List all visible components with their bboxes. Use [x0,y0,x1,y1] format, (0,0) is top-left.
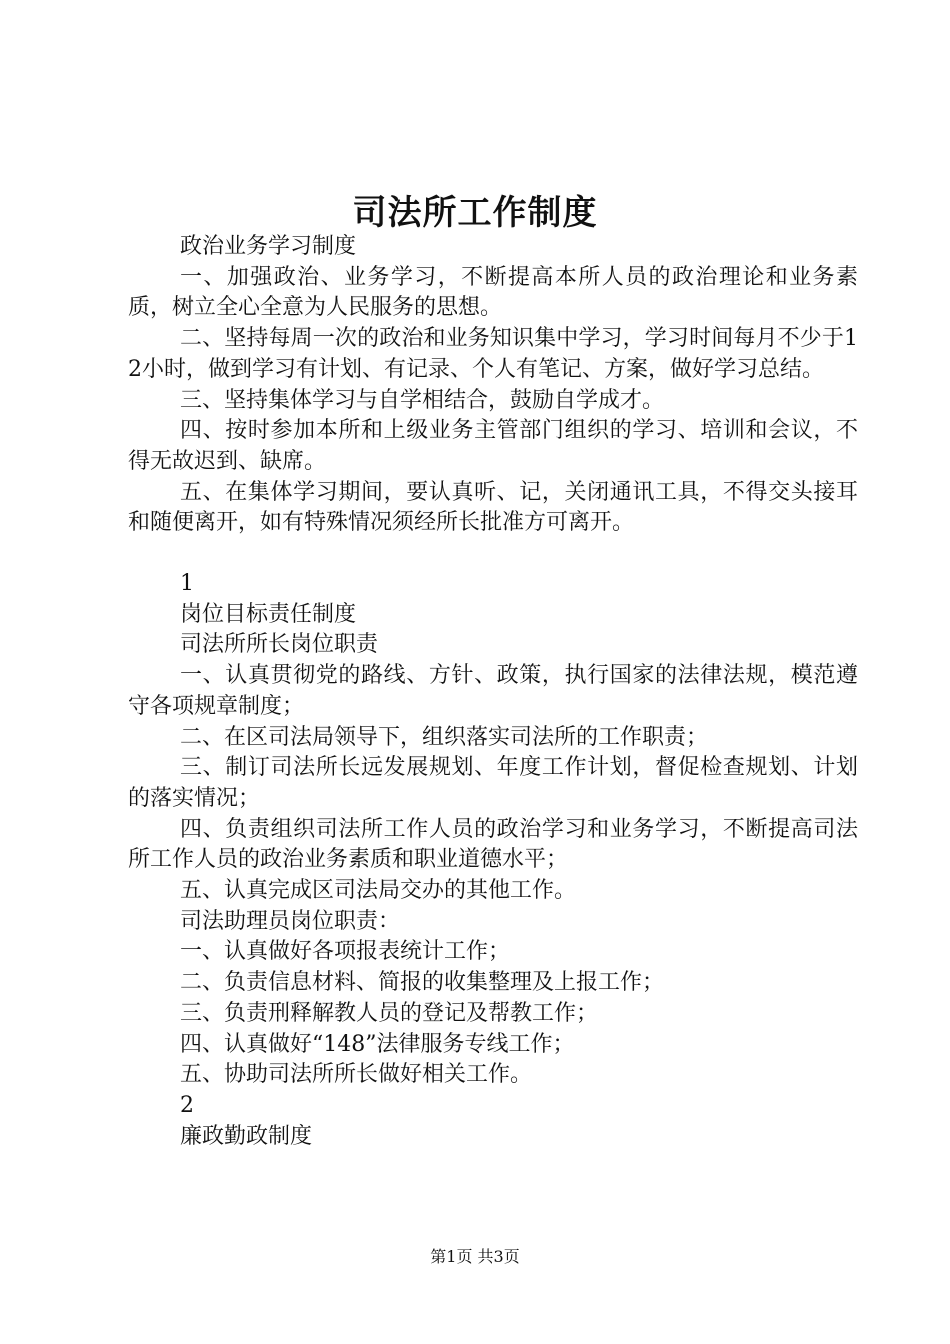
document-body [128,232,858,1152]
paragraph: 三、制订司法所长远发展规划、年度工作计划，督促检查规划、计划的落实情况； [128,755,858,811]
paragraph: 五、在集体学习期间，要认真听、记，关闭通讯工具，不得交头接耳和随便离开，如有特殊情况须经所长批准方可离开。 [128,479,858,536]
paragraph: 政治业务学习制度 [180,234,357,259]
paragraph: 五、认真完成区司法局交办的其他工作。 [180,878,577,904]
paragraph: 二、在区司法局领导下，组织落实司法所的工作职责； [180,724,709,750]
paragraph: 三、负责刑释解教人员的登记及帮教工作； [180,1000,599,1026]
subsection-heading: 司法所所长岗位职责 [180,632,379,658]
paragraph: 一、加强政治、业务学习，不断提高本所人员的政治理论和业务素质，树立全心全意为人民服务的思想。 [128,264,858,321]
paragraph: 五、协助司法所所长做好相关工作。 [180,1062,533,1088]
page-marker: 2 [180,1092,194,1118]
paragraph: 四、负责组织司法所工作人员的政治学习和业务学习，不断提高司法所工作人员的政治业务素质和职业道德水平； [128,816,858,873]
paragraph: 一、认真贯彻党的路线、方针、政策，执行国家的法律法规，模范遵守各项规章制度； [128,663,858,719]
subsection-heading: 司法助理员岗位职责： [180,908,401,934]
page-footer: 第1页 共3页 [430,1247,520,1266]
paragraph: 二、坚持每周一次的政治和业务知识集中学习，学习时间每月不少于12小时，做到学习有计划、有记录、个人有笔记、方案，做好学习总结。 [128,326,858,382]
section-heading: 岗位目标责任制度 [180,601,357,627]
paragraph: 四、按时参加本所和上级业务主管部门组织的学习、培训和会议，不得无故迟到、缺席。 [128,418,858,474]
paragraph: 二、负责信息材料、简报的收集整理及上报工作； [180,970,665,996]
document-title: 司法所工作制度 [352,193,598,233]
paragraph: 三、坚持集体学习与自学相结合，鼓励自学成才。 [180,387,665,413]
page-marker: 1 [180,571,194,597]
paragraph: 一、认真做好各项报表统计工作； [180,939,511,965]
section-heading: 廉政勤政制度 [180,1123,313,1149]
paragraph-gap [128,539,858,569]
paragraph: 四、认真做好“148”法律服务专线工作； [180,1031,575,1057]
